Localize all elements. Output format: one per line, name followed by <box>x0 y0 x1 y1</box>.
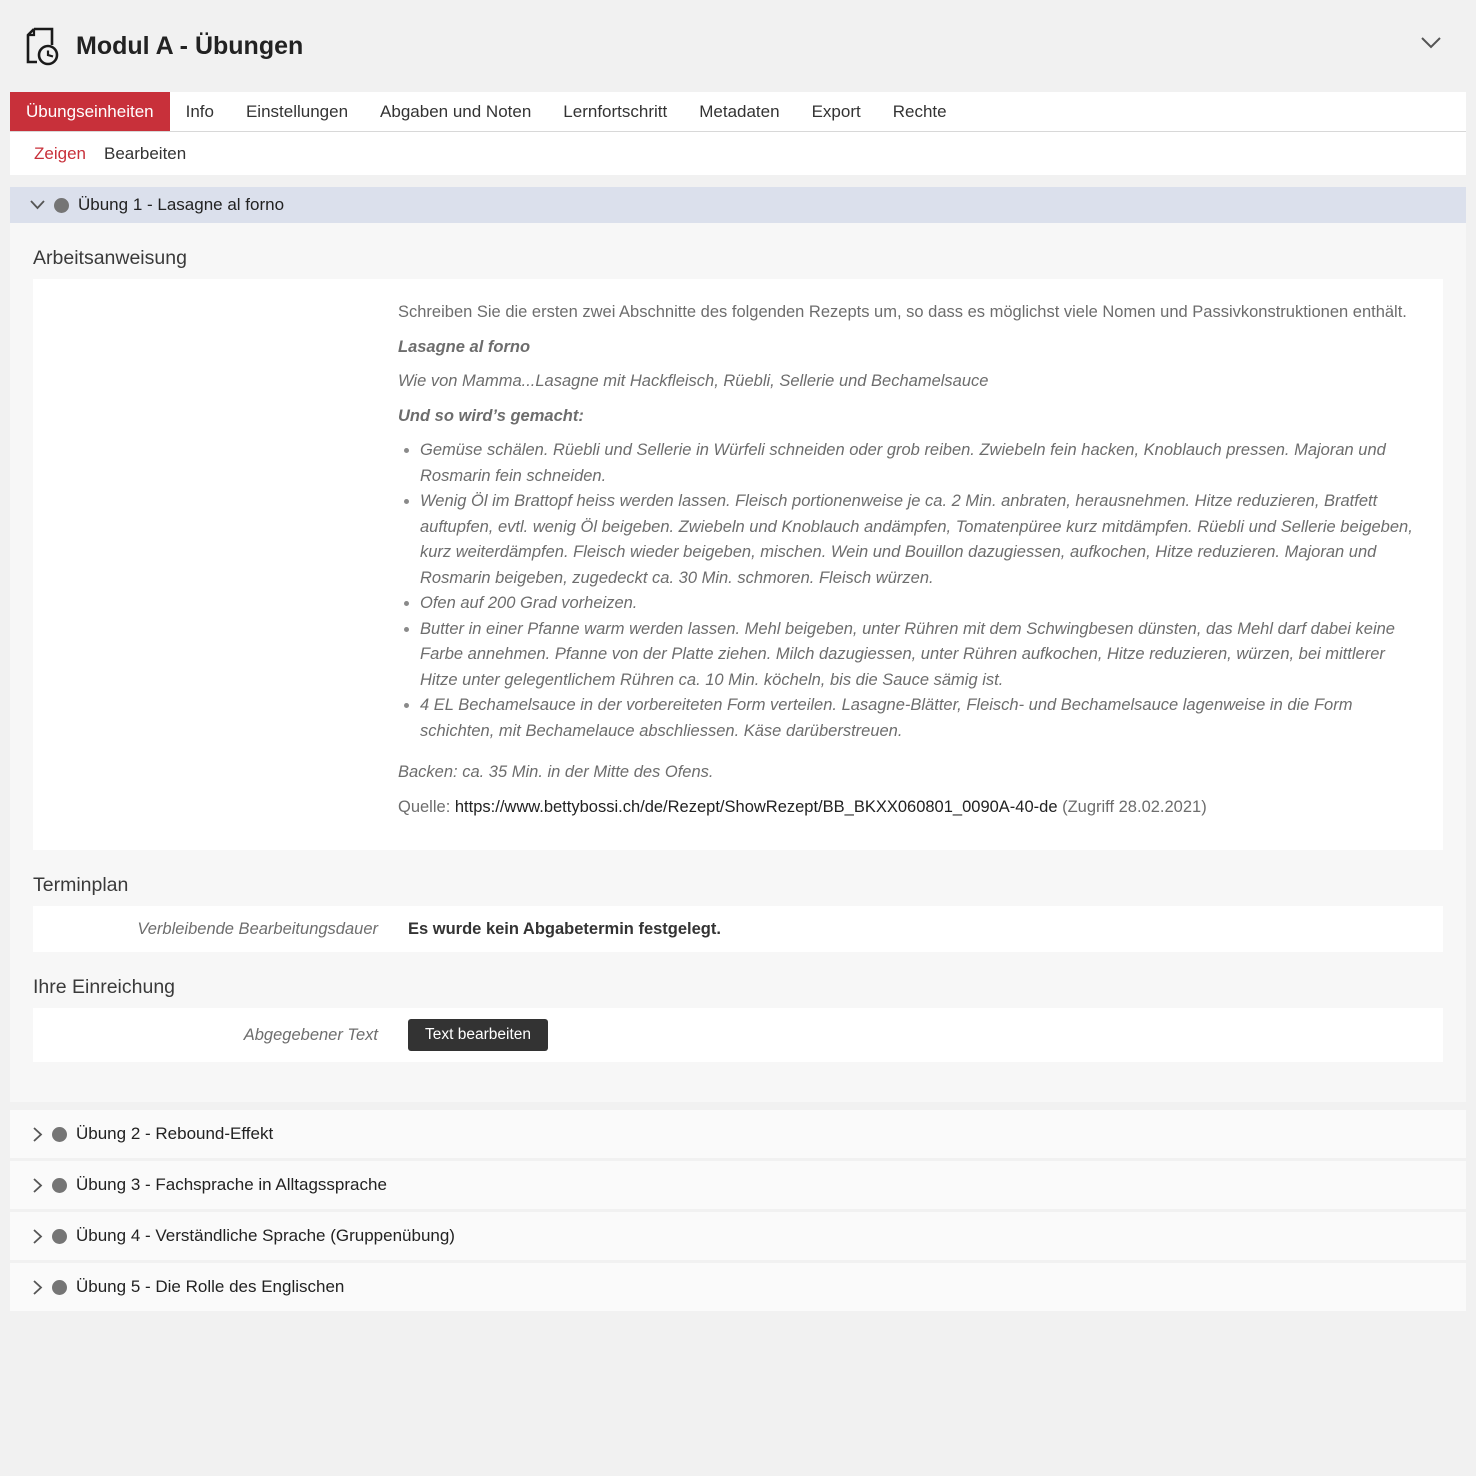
tab-export[interactable]: Export <box>811 101 861 121</box>
terminplan-row <box>33 906 1443 952</box>
exercise-2-title: Übung 2 - Rebound-Effekt <box>76 1124 274 1143</box>
tab-rechte[interactable]: Rechte <box>892 101 947 121</box>
status-dot <box>54 198 69 213</box>
tab-bar <box>10 92 1466 132</box>
section-heading-terminplan: Terminplan <box>33 874 129 896</box>
recipe-title: Lasagne al forno <box>398 337 531 356</box>
recipe-subtitle: Wie von Mamma...Lasagne mit Hackfleisch, Rüebli, Sellerie und Bechamelsauce <box>398 372 989 390</box>
exercise-5-title: Übung 5 - Die Rolle des Englischen <box>76 1277 345 1296</box>
recipe-step: • Wenig Öl im Brattopf heiss werden lassen. Fleisch portionenweise je ca. 2 Min. anbraten, herausnehmen. Hitze reduzieren, Bratfett auftupfen, evtl. wenig Öl beigeben. Zwiebeln und Knoblauch andämpfen, Tomatenpüree kurz mitdämpfen. Rüebli und Sellerie beigeben, kurz weiterdämpfen. Fleisch wieder beigeben, mischen. Wein und Bouillon dazugiessen, aufkochen, Hitze reduzieren. Majoran und Rosmarin beigeben, zugedeckt ca. 30 Min. schmoren. Fleisch würzen. <box>420 489 1425 591</box>
task-file-clock-icon <box>20 24 62 68</box>
exercise-1-panel <box>10 187 1466 1102</box>
terminplan-row-value: Es wurde kein Abgabetermin festgelegt. <box>408 919 721 938</box>
exercise-4-title: Übung 4 - Verständliche Sprache (Gruppenübung) <box>76 1226 455 1245</box>
text-bearbeiten-button[interactable]: Text bearbeiten <box>408 1019 548 1051</box>
exercise-3-title: Übung 3 - Fachsprache in Alltagssprache <box>76 1175 387 1194</box>
tab-uebungseinheiten[interactable]: Übungseinheiten <box>10 92 170 131</box>
exercise-1-header[interactable] <box>10 187 1466 223</box>
exercise-4-header[interactable] <box>10 1212 1466 1260</box>
source-line <box>398 795 1425 821</box>
section-heading-einreichung: Ihre Einreichung <box>33 976 176 998</box>
status-dot <box>52 1229 67 1244</box>
steps-heading: Und so wird’s gemacht: <box>398 406 584 425</box>
source-label: Quelle: <box>398 797 451 816</box>
chevron-right-icon[interactable] <box>33 1178 43 1193</box>
tab-einstellungen[interactable]: Einstellungen <box>245 101 349 121</box>
tab-metadaten[interactable]: Metadaten <box>699 101 780 121</box>
status-dot <box>52 1178 67 1193</box>
tab-info[interactable]: Info <box>185 101 214 121</box>
collapse-header-chevron-down-icon[interactable] <box>1420 34 1442 52</box>
exercise-1-title: Übung 1 - Lasagne al forno <box>78 195 285 214</box>
module-header <box>0 0 1476 92</box>
subnav-bearbeiten[interactable]: Bearbeiten <box>103 143 187 163</box>
instruction-intro: Schreiben Sie die ersten zwei Abschnitte des folgenden Rezepts um, so dass es möglichst viele Nomen und Passivkonstruktionen enthält. <box>398 303 1407 321</box>
sub-navigation <box>10 132 1466 175</box>
recipe-step: • Ofen auf 200 Grad vorheizen. <box>420 591 1425 617</box>
einreichung-row-label: Abgegebener Text <box>243 1025 378 1044</box>
arbeitsanweisung-box <box>33 279 1443 850</box>
exercise-3-header[interactable] <box>10 1161 1466 1209</box>
source-url-link[interactable]: https://www.bettybossi.ch/de/Rezept/ShowRezept/BB_BKXX060801_0090A-40-de <box>454 797 1058 816</box>
page-title: Modul A - Übungen <box>76 31 304 60</box>
chevron-right-icon[interactable] <box>33 1127 43 1142</box>
subnav-zeigen[interactable]: Zeigen <box>34 143 86 163</box>
exercise-2-header[interactable] <box>10 1110 1466 1158</box>
recipe-step: • 4 EL Bechamelsauce in der vorbereiteten Form verteilen. Lasagne-Blätter, Fleisch- und Bechamelsauce lagenweise in die Form schichten, mit Bechamelauce abschliessen. Käse darüberstreuen. <box>420 693 1425 744</box>
terminplan-row-label: Verbleibende Bearbeitungsdauer <box>137 919 378 938</box>
recipe-steps-list <box>398 438 1425 744</box>
exercise-5-header[interactable] <box>10 1263 1466 1311</box>
chevron-right-icon[interactable] <box>33 1280 43 1295</box>
recipe-step: • Gemüse schälen. Rüebli und Sellerie in Würfeli schneiden oder grob reiben. Zwiebeln fein hacken, Knoblauch pressen. Majoran und Rosmarin fein schneiden. <box>420 438 1425 489</box>
tab-lernfortschritt[interactable]: Lernfortschritt <box>563 101 668 121</box>
status-dot <box>52 1127 67 1142</box>
recipe-step: • Butter in einer Pfanne warm werden lassen. Mehl beigeben, unter Rühren mit dem Schwingbesen dünsten, das Mehl darf dabei keine Farbe annehmen. Pfanne von der Platte ziehen. Milch dazugiessen, unter Rühren aufkochen, Hitze reduzieren, würzen, bei mittlerer Hitze unter gelegentlichem Rühren ca. 10 Min. köcheln, bis die Sauce sämig ist. <box>420 617 1425 694</box>
tab-abgaben-und-noten[interactable]: Abgaben und Noten <box>380 101 532 121</box>
chevron-down-icon[interactable] <box>30 200 45 210</box>
chevron-right-icon[interactable] <box>33 1229 43 1244</box>
navigation-block <box>10 92 1466 175</box>
einreichung-row <box>33 1008 1443 1062</box>
source-access-date: (Zugriff 28.02.2021) <box>1062 797 1207 816</box>
status-dot <box>52 1280 67 1295</box>
baking-note: Backen: ca. 35 Min. in der Mitte des Ofens. <box>398 763 714 781</box>
section-heading-arbeitsanweisung: Arbeitsanweisung <box>33 247 187 269</box>
